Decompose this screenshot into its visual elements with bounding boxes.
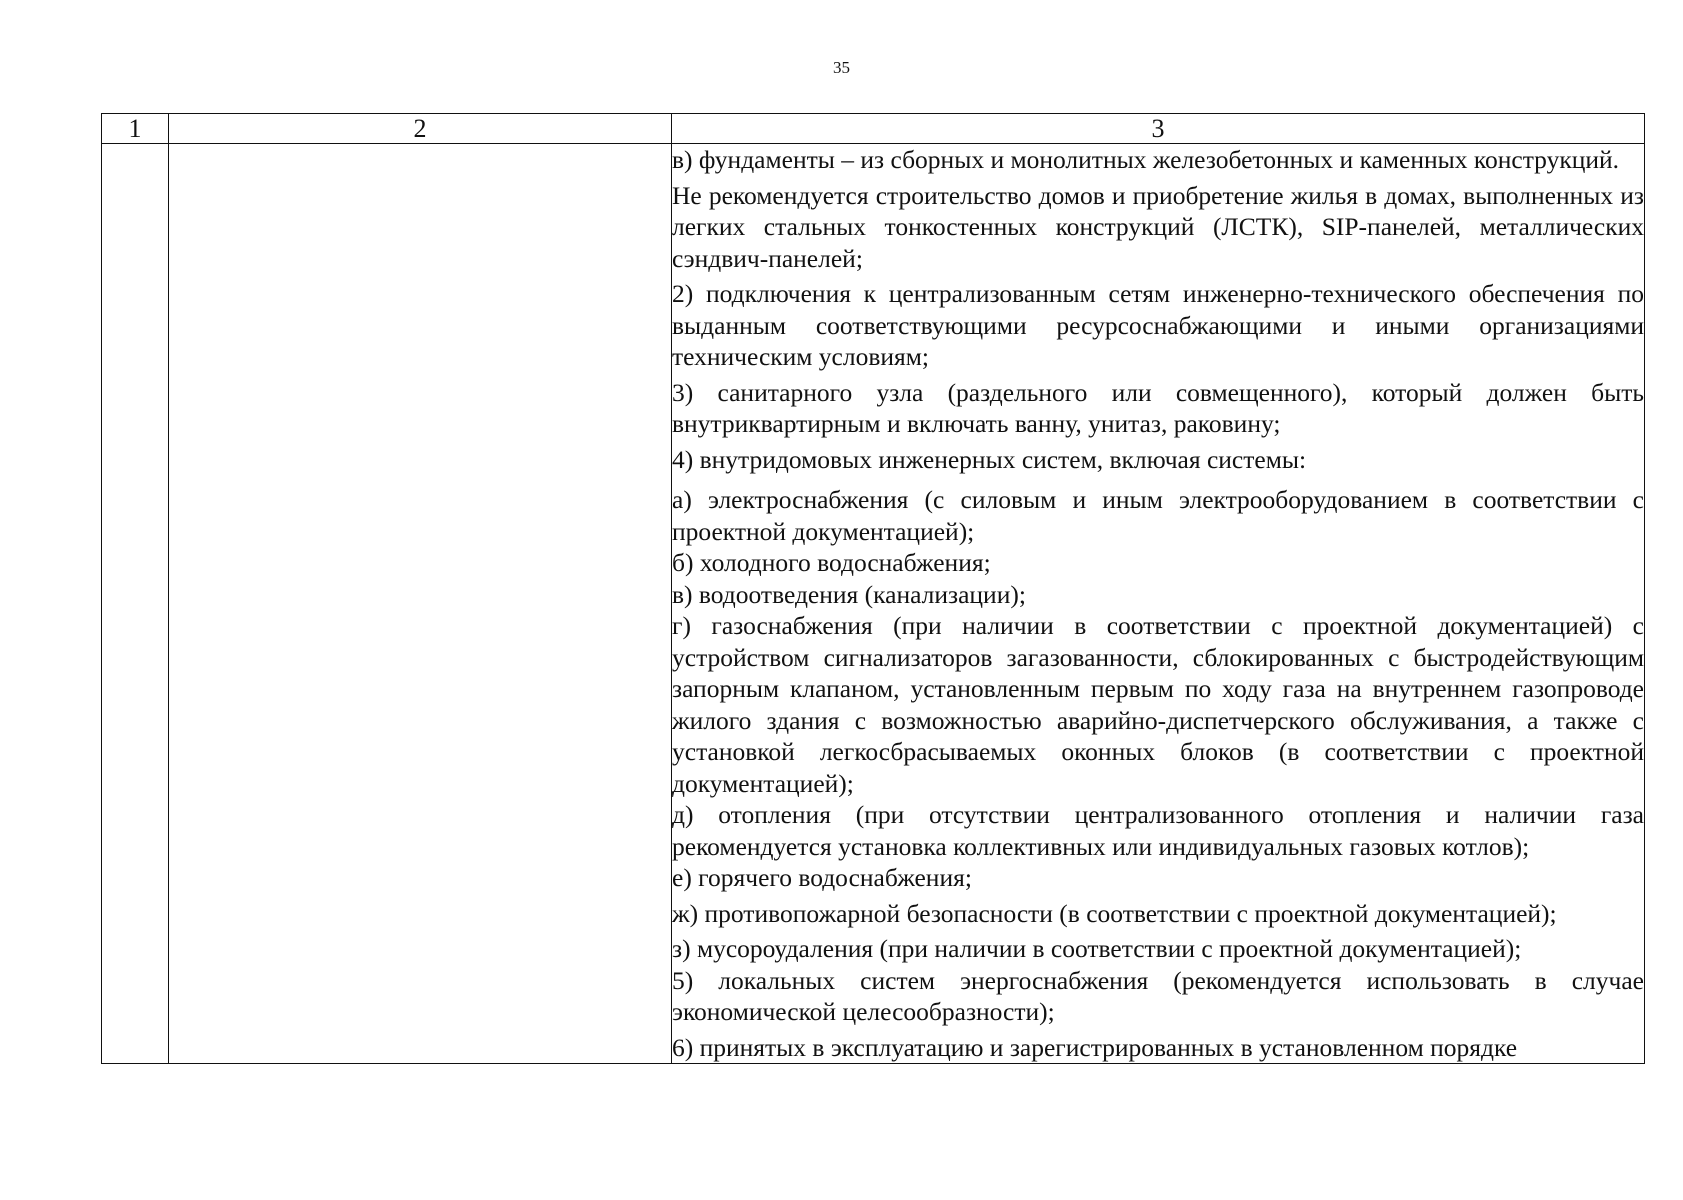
paragraph-item-2-networks: 2) подключения к централизованным сетям инженерно-технического обеспечения по выданным соответствующими ресурсоснабжающими и иными организациями техническим условиям;	[672, 279, 1644, 371]
table-row	[102, 144, 1645, 1064]
table-header-row	[102, 114, 1645, 144]
column-header-1: 1	[102, 114, 169, 144]
paragraph-foundations: в) фундаменты – из сборных и монолитных железобетонных и каменных конструкций.	[672, 145, 1620, 174]
cell-col-1	[102, 144, 169, 1064]
paragraph-item-v-sewerage: в) водоотведения (канализации);	[672, 579, 1026, 609]
paragraph-item-5-energy: 5) локальных систем энергоснабжения (рекомендуется использовать в случае экономической целесообразности);	[672, 965, 1644, 1026]
paragraph-item-z-waste: з) мусороудаления (при наличии в соответствии с проектной документацией);	[672, 934, 1522, 963]
paragraph-item-e-hot-water: е) горячего водоснабжения;	[672, 863, 972, 892]
paragraph-item-zh-fire-safety: ж) противопожарной безопасности (в соответствии с проектной документацией);	[672, 898, 1557, 928]
column-header-2: 2	[169, 114, 672, 144]
column-header-3: 3	[672, 114, 1645, 144]
paragraph-item-6-registered: 6) принятых в эксплуатацию и зарегистрированных в установленном порядке	[672, 1032, 1518, 1062]
paragraph-item-b-cold-water: б) холодного водоснабжения;	[672, 548, 991, 577]
paragraph-item-4-systems: 4) внутридомовых инженерных систем, включая системы:	[672, 444, 1307, 474]
paragraph-not-recommended: Не рекомендуется строительство домов и приобретение жилья в домах, выполненных из легких стальных тонкостенных конструкций (ЛСТК), SIP-панелей, металлических сэндвич-панелей;	[672, 180, 1644, 273]
paragraph-item-a-electricity: а) электроснабжения (с силовым и иным электрооборудованием в соответствии с проектной документацией);	[672, 485, 1644, 546]
page-number: 35	[833, 58, 850, 77]
paragraph-item-d-heating: д) отопления (при отсутствии централизованного отопления и наличии газа рекомендуется установка коллективных или индивидуальных газовых котлов);	[672, 800, 1644, 861]
paragraph-item-g-gas: г) газоснабжения (при наличии в соответствии с проектной документацией) с устройством сигнализаторов загазованности, сблокированных с быстродействующим запорным клапаном, установленным первым по ходу газа на внутреннем газопроводе жилого здания с возможностью аварийно-диспетчерского обслуживания, а также с установкой легкосбрасываемых оконных блоков (в соответствии с проектной документацией);	[672, 611, 1644, 798]
document-table	[101, 113, 1645, 1064]
cell-col-3	[672, 144, 1645, 1064]
paragraph-item-3-sanitary: 3) санитарного узла (раздельного или совмещенного), который должен быть внутриквартирным и включать ванну, унитаз, раковину;	[672, 377, 1644, 438]
cell-col-2	[169, 144, 672, 1064]
